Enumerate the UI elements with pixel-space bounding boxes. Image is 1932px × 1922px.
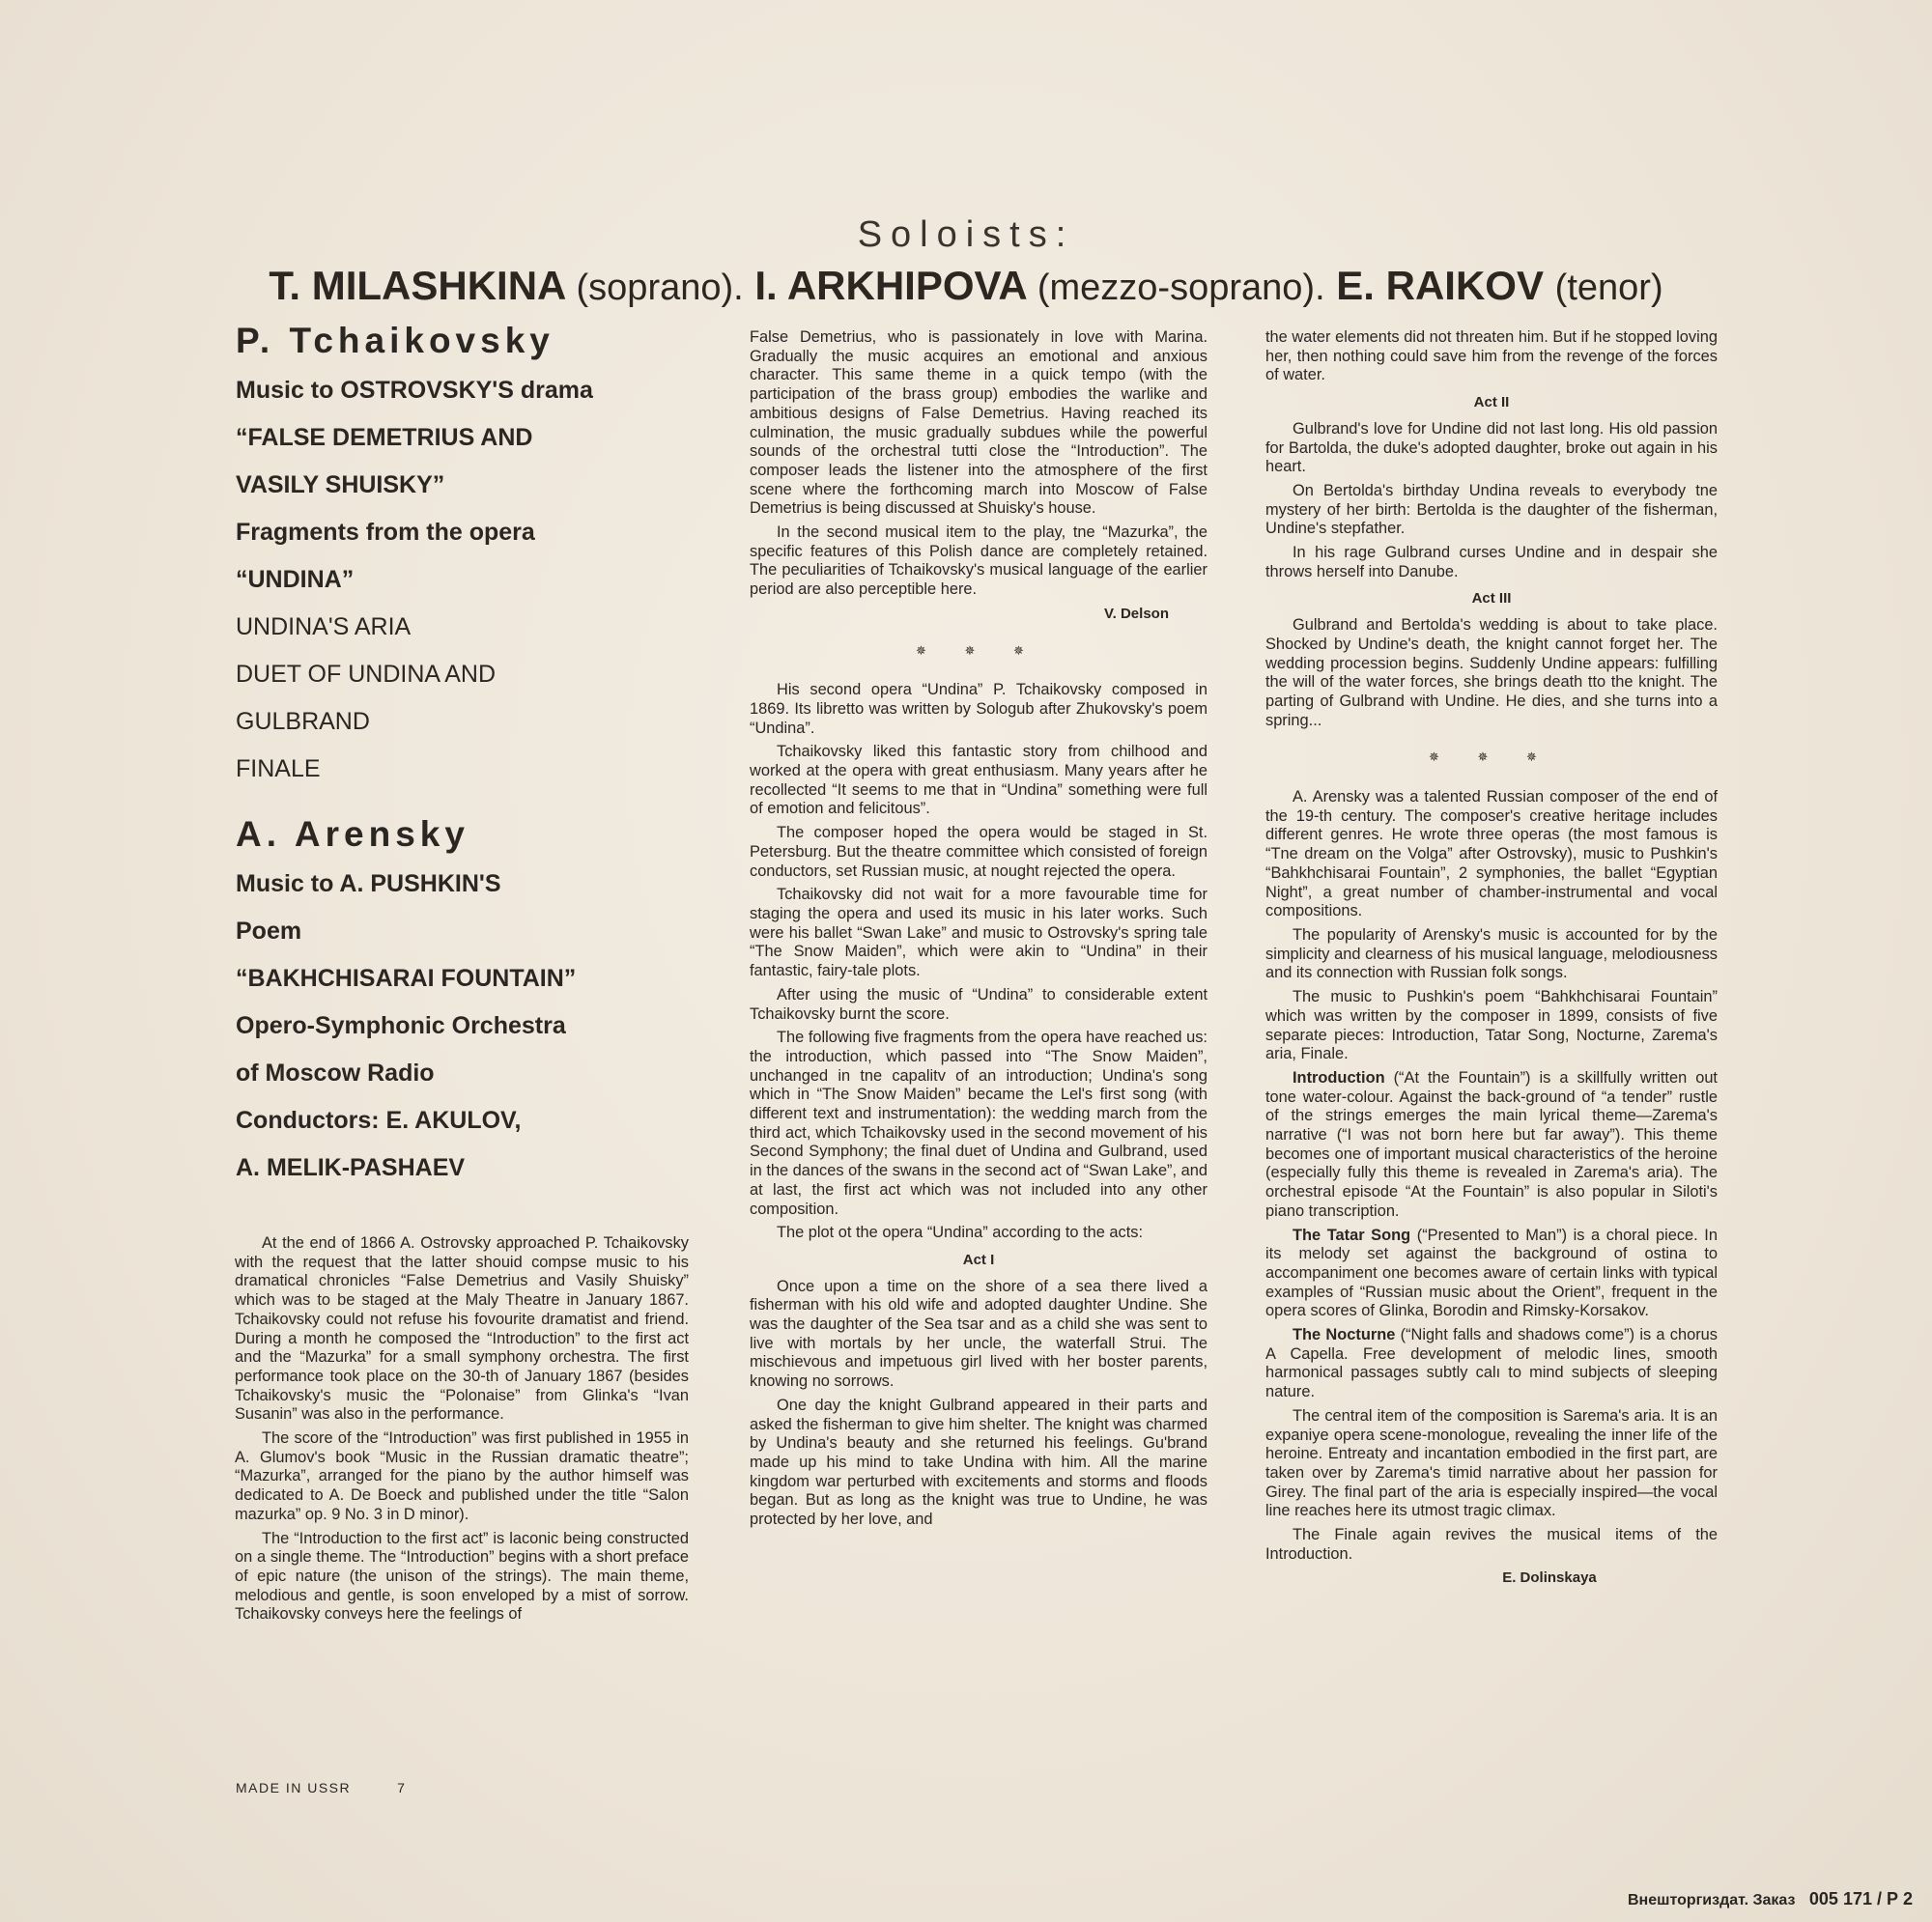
paragraph: In the second musical item to the play, tne “Mazurka”, the specific features of this Polish dance are completely retained. The peculiarities of Tchaikovsky's musical language of the earlier period are also perceptible here. — [750, 523, 1208, 599]
paragraph: The composer hoped the opera would be staged in St. Petersburg. But the theatre committee which consisted of foreign conductors, set Russian music, at nought rejected the opera. — [750, 824, 1208, 880]
paragraph: The plot ot the opera “Undina” according to the acts: — [777, 1224, 1144, 1242]
paragraph — [1265, 1069, 1718, 1222]
author-signature: V. Delson — [1104, 605, 1169, 622]
paragraph: Gulbrand's love for Undine did not last long. His old passion for Bartolda, the duke's adopted daughter, broke out again in his heart. — [1265, 419, 1718, 476]
paragraph: In his rage Gulbrand curses Undine and in despair she throws herself into Danube. — [1265, 544, 1718, 580]
credit-line: Fragments from the opera — [236, 519, 535, 546]
paragraph: Gulbrand and Bertolda's wedding is about to take place. Shocked by Undine's death, the knight cannot forget her. The wedding procession begins. Suddenly Undine appears: fulfilling the will of the water forces, she brings death tto the knight. The parting of Gulbrand with Undine. He dies, and she turns into a spring... — [1265, 616, 1718, 729]
credit-line: Music to A. PUSHKIN'S — [236, 870, 501, 897]
soloist-name: T. MILASHKINA — [269, 263, 565, 308]
order-label: Заказ — [1752, 1892, 1796, 1908]
paragraph: The following five fragments from the opera have reached us: the introduction, which passed into “The Snow Maiden”, unchanged in tne capalitv of an introduction; Undina's song which in “The Snow Maiden” became the Lel's first song (with different text and instrumentation): the wedding march from the third act, which Tchaikovsky used in the second movement of his Second Symphony; the final duet of Undina and Gulbrand, used in the dances of the swans in the second act of “Swan Lake”, and at last, the first act which was not included into any other composition. — [750, 1029, 1208, 1218]
section-divider: ✵ ✵ ✵ — [916, 642, 1041, 658]
paragraph — [1265, 1227, 1718, 1322]
made-in-text: MADE IN USSR — [236, 1780, 352, 1795]
soloist-role: (mezzo-soprano). — [1037, 268, 1325, 308]
piece-title: The Tatar Song — [1293, 1226, 1411, 1244]
soloists-label: Soloists: — [857, 214, 1075, 255]
paragraph: On Bertolda's birthday Undina reveals to everybody tne mystery of her birth: Bertolda is the daughter of the fisherman, Undine's stepfather. — [1265, 481, 1718, 538]
soloist-role: (tenor) — [1554, 268, 1663, 308]
paragraph: After using the music of “Undina” to considerable extent Tchaikovsky burnt the score. — [750, 985, 1208, 1023]
paragraph: The central item of the composition is Sarema's aria. It is an expaniye opera scene-monologue, revealing the inner life of the heroine. Entreaty and incantation embodied in the first part, are taken over by Zarema's timid narrative about her passion for Girey. The final part of the aria is especially inspired—the vocal line reaches here its utmost tragic climax. — [1265, 1406, 1718, 1520]
section-divider: ✵ ✵ ✵ — [1429, 749, 1554, 765]
paragraph: At the end of 1866 A. Ostrovsky approached P. Tchaikovsky with the request that the latter shouid compse music to his dramatical chronicles “False Demetrius and Vasily Shuisky” which was to be staged at the Maly Theatre in January 1867. Tchaikovsky could not refuse his fovourite dramatist and friend. During a month he composed the “Introduction” to the first act and the “Mazurka” for a small symphony orchestra. The first performance took place on the 30-th of January 1867 (besides Tchaikovsky's music the “Polonaise” from Glinka's “Ivan Susanin” was also in the performance. — [235, 1234, 689, 1424]
publisher-name: Внешторгиздат. — [1628, 1892, 1749, 1908]
paragraph: Tchaikovsky did not wait for a more favourable time for staging the opera and used its music in his later works. Such were his ballet “Swan Lake” and music to Ostrovsky's spring tale “The Snow Maiden”, which were akin to “Undina” in their fantastic, fairy-tale plots. — [750, 886, 1208, 980]
paragraph: False Demetrius, who is passionately in love with Marina. Gradually the music acquires an emotional and anxious character. This same theme in a quick tempo (with the participation of the brass group) embodies the warlike and ambitious designs of False Demetrius. Having reached its culmination, the music gradually subdues while the powerful sounds of the orchestral tutti close the “Introduction”. The composer leads the listener into the atmosphere of the first scene where the forthcoming march into Moscow of False Demetrius is being discussed at Shuisky's house. — [750, 328, 1208, 518]
piece-title: Introduction — [1293, 1068, 1385, 1087]
paragraph: The music to Pushkin's poem “Bahkhchisarai Fountain” which was written by the composer in 1899, consists of five separate pieces: Introduction, Tatar Song, Nocturne, Zarema's aria, Finale. — [1265, 988, 1718, 1063]
author-signature: E. Dolinskaya — [1502, 1569, 1597, 1587]
paragraph-text: (“Night falls and shadows come”) is a chorus A Capella. Free development of melodic lines, smooth harmonical passages subtly calı to mind subjects of sleeping nature. — [1265, 1326, 1718, 1401]
credit-line: FINALE — [236, 755, 321, 782]
paragraph-text: (“Presented to Man”) is a choral piece. In its melody set against the background of ostina to accompaniment one becomes aware of certain links with typical examples of “Russian music about the Orient”, frequent in the opera scores of Glinka, Borodin and Rimsky-Korsakov. — [1265, 1226, 1718, 1320]
credit-line: Opero-Symphonic Orchestra — [236, 1012, 566, 1039]
paragraph: The Finale again revives the musical items of the Introduction. — [1265, 1526, 1718, 1563]
credit-line: Music to OSTROVSKY'S drama — [236, 377, 593, 404]
text-column-middle — [750, 328, 1208, 1535]
credit-line: UNDINA'S ARIA — [236, 613, 412, 640]
paragraph: His second opera “Undina” P. Tchaikovsky composed in 1869. Its libretto was written by Sologub after Zhukovsky's poem “Undina”. — [750, 681, 1208, 737]
composer-heading: P. Tchaikovsky — [236, 321, 554, 360]
soloists-line — [0, 263, 1932, 309]
act-heading: Act I — [962, 1251, 995, 1268]
composer-heading: A. Arensky — [236, 814, 469, 854]
credit-line: of Moscow Radio — [236, 1060, 435, 1087]
paragraph: the water elements did not threaten him. But if he stopped loving her, then nothing could save him from the revenge of the forces of water. — [1265, 328, 1718, 384]
order-number: 005 171 / Р 2 — [1808, 1889, 1913, 1908]
text-column-right — [1265, 328, 1718, 1594]
credit-line: A. MELIK-PASHAEV — [236, 1154, 466, 1181]
order-info — [1628, 1889, 1913, 1909]
paragraph: The “Introduction to the first act” is laconic being constructed on a single theme. The “Introduction” begins with a short preface of epic nature (the unison of the strings). The main theme, melodious and gentle, is soon enveloped by a mist of sorrow. Tchaikovsky conveys here the feelings of — [235, 1529, 689, 1624]
credit-line: GULBRAND — [236, 708, 370, 735]
credit-line: DUET OF UNDINA AND — [236, 661, 497, 688]
credits-block — [236, 321, 738, 1201]
paragraph: Once upon a time on the shore of a sea there lived a fisherman with his old wife and adopted daughter Undine. She was the daughter of the Sea tsar and as a child she was sent to live with mortals by her uncle, the waterfall Strui. The mischievous and impetuous girl lived with her boster parents, knowing no sorrows. — [750, 1277, 1208, 1391]
paragraph: One day the knight Gulbrand appeared in their parts and asked the fisherman to give him shelter. The knight was charmed by Undina's beauty and she returned his feelings. Gu'brand made up his mind to take Undina with him. All the marine kingdom war perturbed with excitements and storms and floods began. But as long as the knight was true to Undine, he was protected by her love, and — [750, 1396, 1208, 1529]
paragraph — [1265, 1326, 1718, 1402]
credit-line: “FALSE DEMETRIUS AND — [236, 424, 533, 451]
text-column-left — [235, 1234, 689, 1629]
made-in-label — [236, 1780, 406, 1795]
page-number: 7 — [397, 1780, 407, 1795]
soloist-name: I. ARKHIPOVA — [754, 263, 1027, 308]
paragraph: The popularity of Arensky's music is accounted for by the simplicity and clearness of his musical language, melodiousness and its connection with Russian folk songs. — [1265, 925, 1718, 982]
paragraph: Tchaikovsky liked this fantastic story from chilhood and worked at the opera with great enthusiasm. Many years after he recollected “It seems to me that in “Undina” something were full of emotion and felicitous”. — [750, 743, 1208, 818]
credit-line: Poem — [236, 918, 302, 945]
credit-line: VASILY SHUISKY” — [236, 471, 445, 498]
credit-line: Conductors: E. AKULOV, — [236, 1107, 522, 1134]
paragraph: A. Arensky was a talented Russian composer of the end of the 19-th century. The composer's creative heritage includes different genres. He wrote three operas (the most famous is “Tne dream on the Volga” after Ostrovsky), music to Pushkin's “Bahkhchisarai Fountain”, 2 symphonies, the ballet “Egyptian Night”, a great number of chamber-instrumental and vocal compositions. — [1265, 788, 1718, 920]
act-heading: Act III — [1471, 590, 1512, 608]
paragraph: The score of the “Introduction” was first published in 1955 in A. Glumov's book “Music in the Russian dramatic theatre”; “Mazurka”, arranged for the piano by the author himself was dedicated to A. De Boeck and published under the title “Salon mazurka” op. 9 No. 3 in D minor). — [235, 1429, 689, 1523]
act-heading: Act II — [1473, 394, 1510, 411]
soloist-role: (soprano). — [576, 268, 744, 308]
piece-title: The Nocturne — [1293, 1326, 1396, 1344]
paragraph-text: (“At the Fountain”) is a skillfully written out tone water-colour. Against the back-ground of “a tender” rustle of the strings emerges the main lyrical theme—Zarema's narrative (“I was not born here but far away”). This theme becomes one of important musical characteristics of the heroine (especially fully this theme is revealed in Zarema's aria). The orchestral episode “At the Fountain” is also popular in Siloti's piano transcription. — [1265, 1068, 1718, 1220]
credit-line: “UNDINA” — [236, 566, 355, 593]
credit-line: “BAKHCHISARAI FOUNTAIN” — [236, 965, 577, 992]
soloist-name: E. RAIKOV — [1336, 263, 1544, 308]
